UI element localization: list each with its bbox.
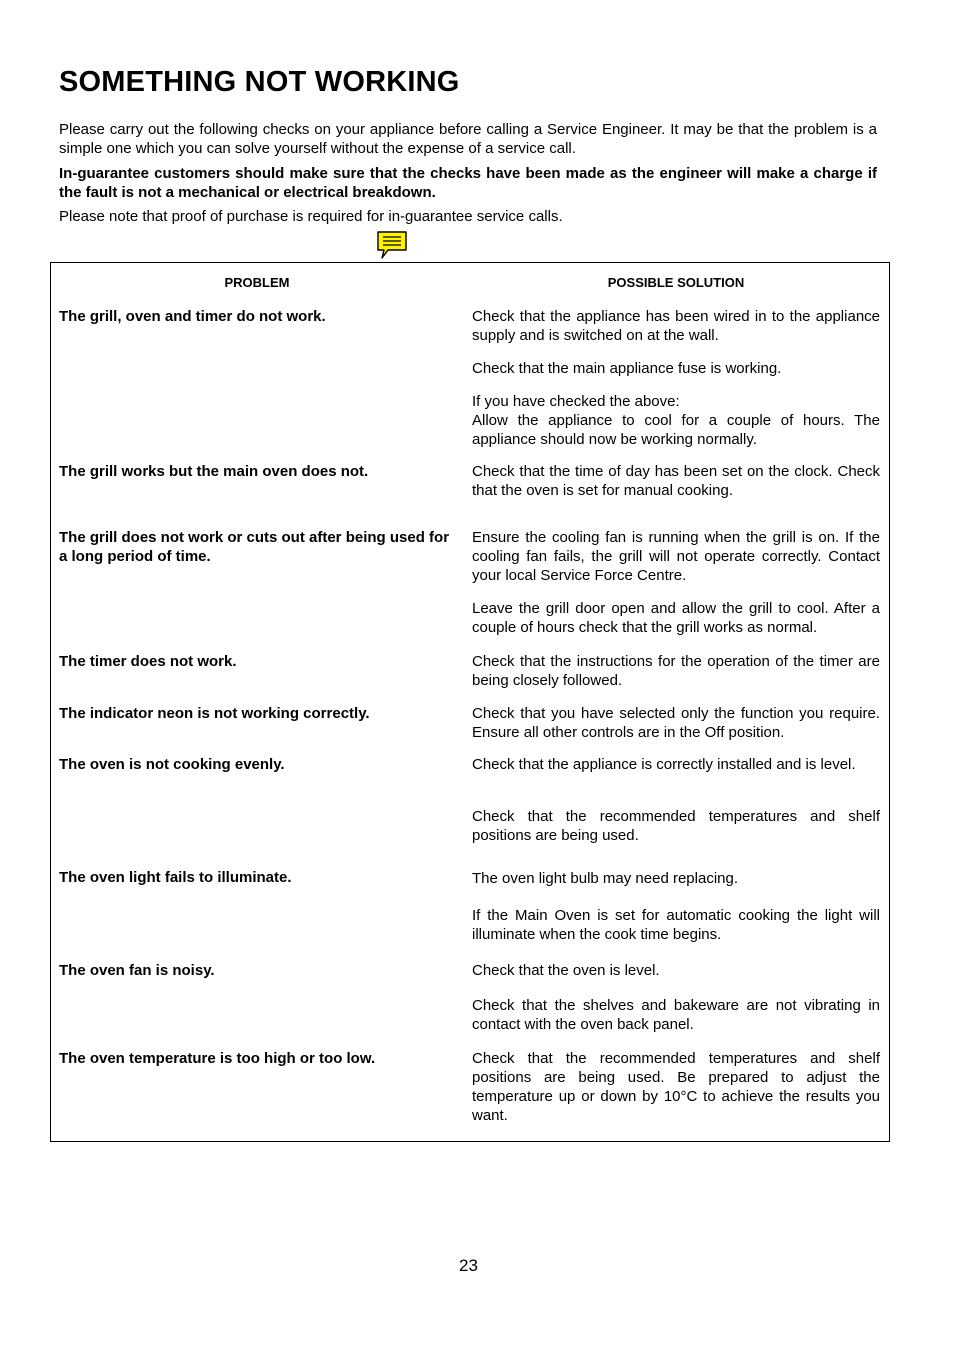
problem-item: The indicator neon is not working correctly.: [59, 705, 370, 722]
solution-item: Check that the time of day has been set on the clock. Check that the oven is set for manual cooking.: [472, 463, 880, 499]
solution-item: Check that the recommended temperatures and shelf positions are being used.: [472, 808, 880, 844]
solution-item: Check that the shelves and bakeware are not vibrating in contact with the oven back panel.: [472, 997, 880, 1033]
problem-item: The oven temperature is too high or too low.: [59, 1050, 376, 1067]
solution-item: Check that the instructions for the operation of the timer are being closely followed.: [472, 653, 880, 689]
guarantee-warning: In-guarantee customers should make sure that the checks have been made as the engineer will make a charge if the fault is not a mechanical or electrical breakdown.: [59, 165, 877, 201]
page-title: SOMETHING NOT WORKING: [59, 66, 460, 98]
troubleshooting-table: [50, 262, 890, 1142]
solution-item: Leave the grill door open and allow the grill to cool. After a couple of hours check that the grill works as normal.: [472, 600, 880, 636]
solution-item: Check that the main appliance fuse is working.: [472, 360, 782, 377]
problem-item: The oven is not cooking evenly.: [59, 756, 285, 773]
solution-item: If the Main Oven is set for automatic cooking the light will illuminate when the cook time begins.: [472, 907, 880, 943]
solution-item: Allow the appliance to cool for a couple of hours. The appliance should now be working normally.: [472, 412, 880, 448]
problem-column-header: PROBLEM: [224, 275, 290, 290]
note-speech-bubble-icon: [376, 230, 408, 260]
problem-item: The grill does not work or cuts out after being used for a long period of time.: [59, 529, 450, 565]
problem-item: The oven fan is noisy.: [59, 962, 215, 979]
solution-column-header: POSSIBLE SOLUTION: [607, 275, 745, 290]
solution-item: If you have checked the above:: [472, 393, 680, 410]
problem-item: The oven light fails to illuminate.: [59, 869, 292, 886]
problem-item: The grill works but the main oven does not.: [59, 463, 369, 480]
solution-item: Check that the appliance is correctly installed and is level.: [472, 756, 856, 773]
problem-item: The grill, oven and timer do not work.: [59, 308, 326, 325]
solution-item: Check that the appliance has been wired in to the appliance supply and is switched on at the wall.: [472, 308, 880, 344]
solution-item: Check that you have selected only the function you require. Ensure all other controls are in the Off position.: [472, 705, 880, 741]
proof-of-purchase-note: Please note that proof of purchase is required for in-guarantee service calls.: [59, 208, 563, 225]
page-number: 23: [459, 1256, 478, 1275]
border-gap: [888, 1111, 889, 1141]
solution-item: The oven light bulb may need replacing.: [472, 870, 739, 887]
solution-item: Check that the recommended temperatures and shelf positions are being used. Be prepared to adjust the temperature up or down by 10°C to achieve the results you want.: [472, 1050, 880, 1124]
intro-paragraph: Please carry out the following checks on your appliance before calling a Service Engineer. It may be that the problem is a simple one which you can solve yourself without the expense of a service call.: [59, 121, 877, 157]
solution-item: Check that the oven is level.: [472, 962, 660, 979]
solution-item: Ensure the cooling fan is running when the grill is on. If the cooling fan fails, the grill will not operate correctly. Contact your local Service Force Centre.: [472, 529, 880, 584]
problem-item: The timer does not work.: [59, 653, 237, 670]
